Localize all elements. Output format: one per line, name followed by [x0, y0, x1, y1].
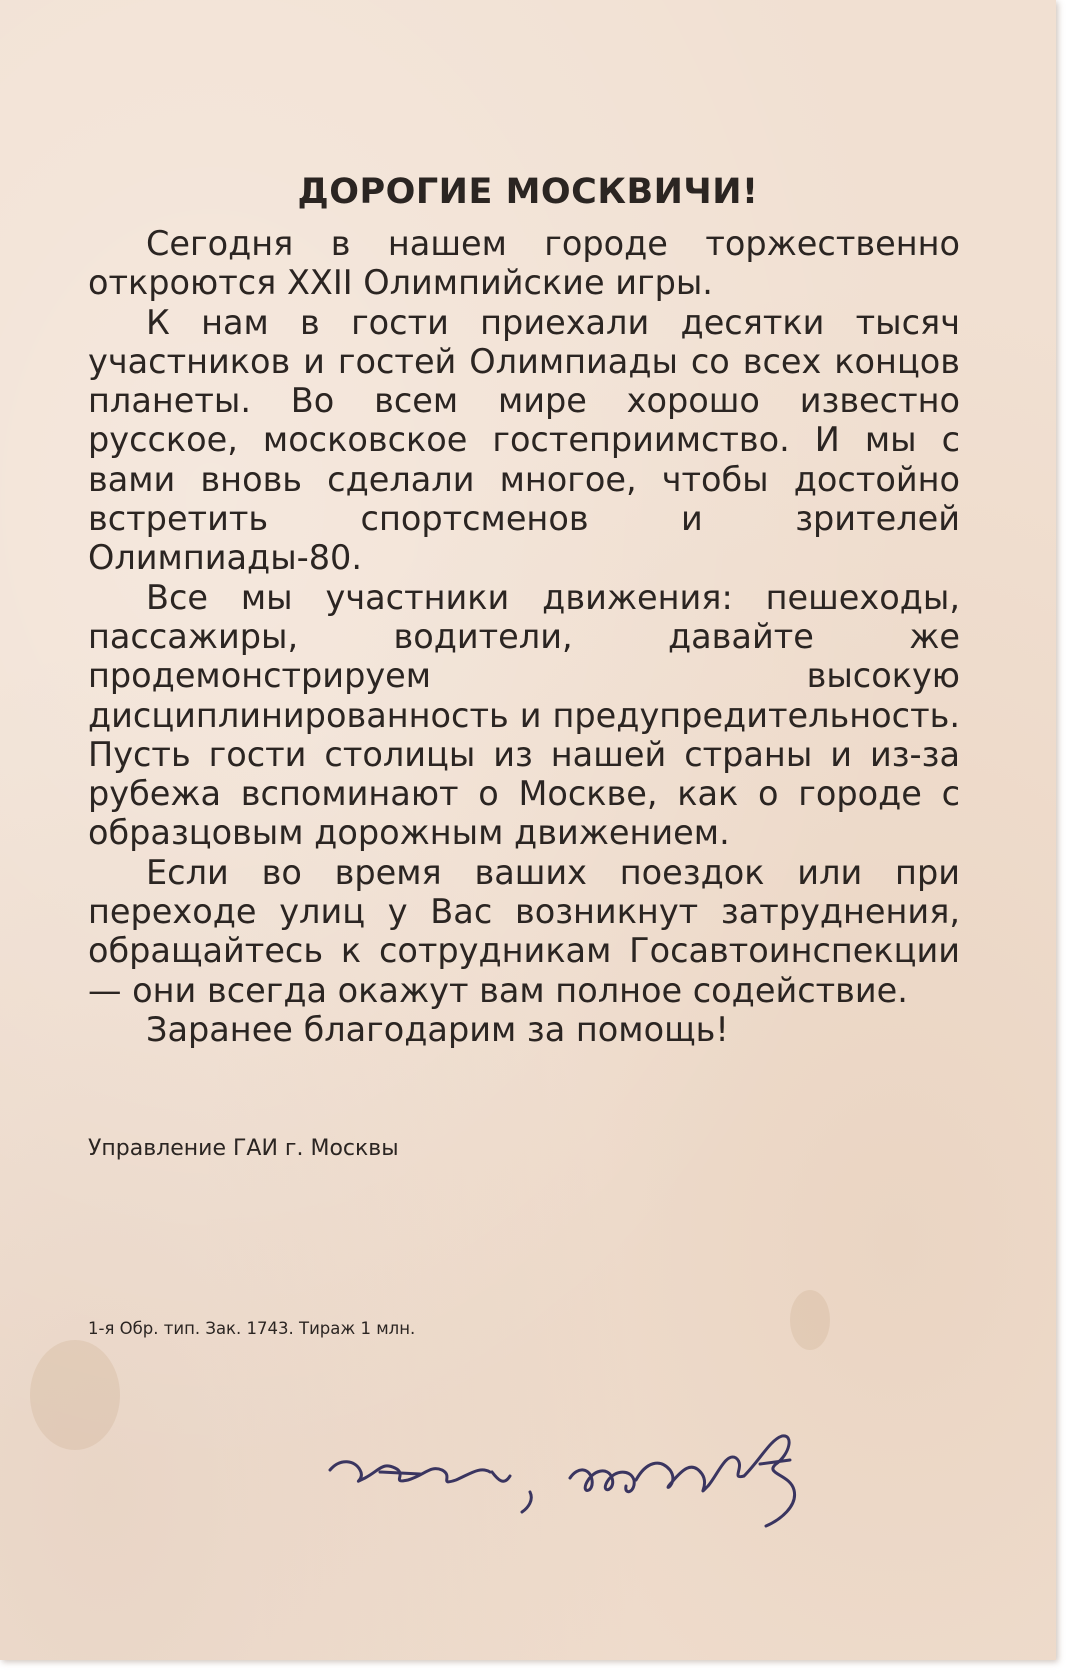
- print-imprint: 1-я Обр. тип. Зак. 1743. Тираж 1 млн.: [88, 1319, 416, 1338]
- paper-stain: [790, 1290, 830, 1350]
- signature-line: Управление ГАИ г. Москвы: [88, 1136, 399, 1161]
- paragraph: Заранее благодарим за помощь!: [146, 1009, 729, 1049]
- handwritten-signature: [320, 1430, 900, 1550]
- paragraph: Сегодня в нашем городе торжественно откроются XXII Олимпийские игры.: [88, 224, 960, 303]
- paragraph: Все мы участники движения: пешеходы, пассажиры, водители, давайте же продемонстрируем высокую дисциплинированность и предупредительность. Пусть гости столицы из нашей страны и из-за рубежа вспоминают о Москве, как о городе с образцовым дорожным движением.: [88, 577, 960, 853]
- paragraph: Если во время ваших поездок или при переходе улиц у Вас возникнут затруднения, обращайтесь к сотрудникам Госавтоинспекции — они всегда окажут вам полное содействие.: [88, 852, 960, 1010]
- paragraph: К нам в гости приехали десятки тысяч участников и гостей Олимпиады со всех концов планеты. Во всем мире хорошо известно русское, московское гостеприимство. И мы с вами вновь сделали многое, чтобы достойно встретить спортсменов и зрителей Олимпиады-80.: [88, 302, 960, 578]
- body-text: [88, 224, 960, 1049]
- document-title: ДОРОГИЕ МОСКВИЧИ!: [297, 172, 759, 212]
- paper-stain: [30, 1340, 120, 1450]
